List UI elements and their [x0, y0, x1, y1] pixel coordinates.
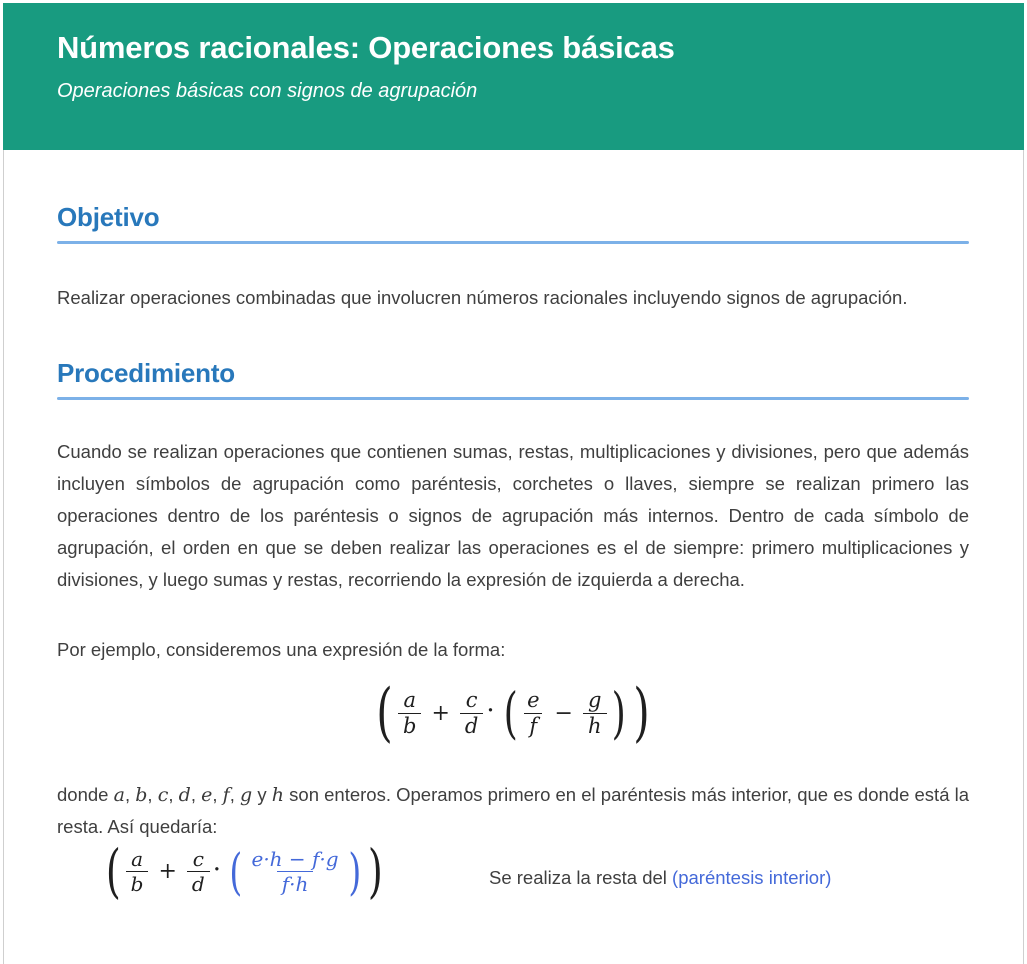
open-paren-outer: (: [105, 836, 121, 905]
formula-expression: [372, 676, 654, 750]
math-var: h: [271, 783, 284, 806]
math-var: e: [201, 783, 213, 806]
header-banner: [3, 3, 1024, 150]
fraction-g-over-h: $\frac{g}{h}$: [583, 688, 607, 739]
multiplication-dot: ·: [486, 696, 495, 727]
close-paren-inner: ): [347, 842, 361, 901]
math-var: d: [178, 783, 191, 806]
plus-operator: +: [158, 859, 177, 885]
fraction-e-over-f: $\frac{e}{f}$: [522, 688, 544, 739]
close-paren-inner: ): [611, 681, 626, 746]
math-var: b: [135, 783, 148, 806]
math-var: g: [240, 783, 253, 806]
fraction-a-over-b: $\frac{a}{b}$: [398, 688, 421, 739]
step-formula: [57, 836, 489, 905]
fraction-eh-minus-fg-over-fh: $\frac{e\cdot h - f\cdot g}{f\cdot h}$: [251, 847, 339, 897]
open-paren-inner: (: [229, 842, 243, 901]
fraction-c-over-d: $\frac{c}{d}$: [460, 688, 483, 739]
minus-operator: −: [554, 700, 573, 726]
math-var: f: [222, 783, 230, 806]
step-note-highlight: (paréntesis interior): [672, 866, 832, 888]
page-subtitle: Operaciones básicas con signos de agrupación: [57, 80, 478, 102]
step-row: [57, 836, 969, 905]
highlighted-inner-result: [226, 842, 364, 901]
open-paren-outer: (: [376, 676, 393, 750]
objetivo-paragraph: Realizar operaciones combinadas que involucren números racionales incluyendo signos de agrupación.: [57, 287, 908, 308]
heading-underline: [57, 241, 969, 244]
step-note: Se realiza la resta del (paréntesis interior): [489, 866, 832, 888]
heading-underline: [57, 397, 969, 400]
procedimiento-intro-paragraph: Cuando se realizan operaciones que contienen sumas, restas, multiplicaciones y divisiones, pero que además incluyen símbolos de agrupación como paréntesis, corchetes o llaves, siempre se realizan primero las operaciones dentro de los paréntesis o signos de agrupación más internos. Dentro de cada símbolo de agrupación, el orden en que se deben realizar las operaciones es el de siempre: primero multiplicaciones y divisiones, y luego sumas y restas, recorriendo la expresión de izquierda a derecha.: [57, 441, 969, 590]
step-formula-expression: [102, 836, 387, 905]
page-title: Números racionales: Operaciones básicas: [57, 30, 675, 65]
section-heading-objetivo: Objetivo: [57, 202, 160, 232]
example-lead-paragraph: Por ejemplo, consideremos una expresión de la forma:: [57, 639, 506, 660]
page-content: [3, 150, 1024, 964]
display-formula: [57, 676, 969, 750]
math-var: c: [157, 783, 169, 806]
fraction-a-over-b: $\frac{a}{b}$: [126, 847, 149, 896]
close-paren-outer: ): [367, 836, 383, 905]
where-variables-paragraph: donde a, b, c, d, e, f, g y h son enteros. Operamos primero en el paréntesis más interior, que es donde está la resta. Así quedaría:: [57, 783, 970, 837]
math-var: a: [113, 783, 125, 806]
section-heading-procedimiento: Procedimiento: [57, 358, 235, 388]
multiplication-dot: ·: [212, 854, 221, 885]
fraction-c-over-d: $\frac{c}{d}$: [187, 847, 210, 896]
plus-operator: +: [431, 700, 450, 726]
open-paren-inner: (: [503, 681, 518, 746]
close-paren-outer: ): [633, 676, 650, 750]
